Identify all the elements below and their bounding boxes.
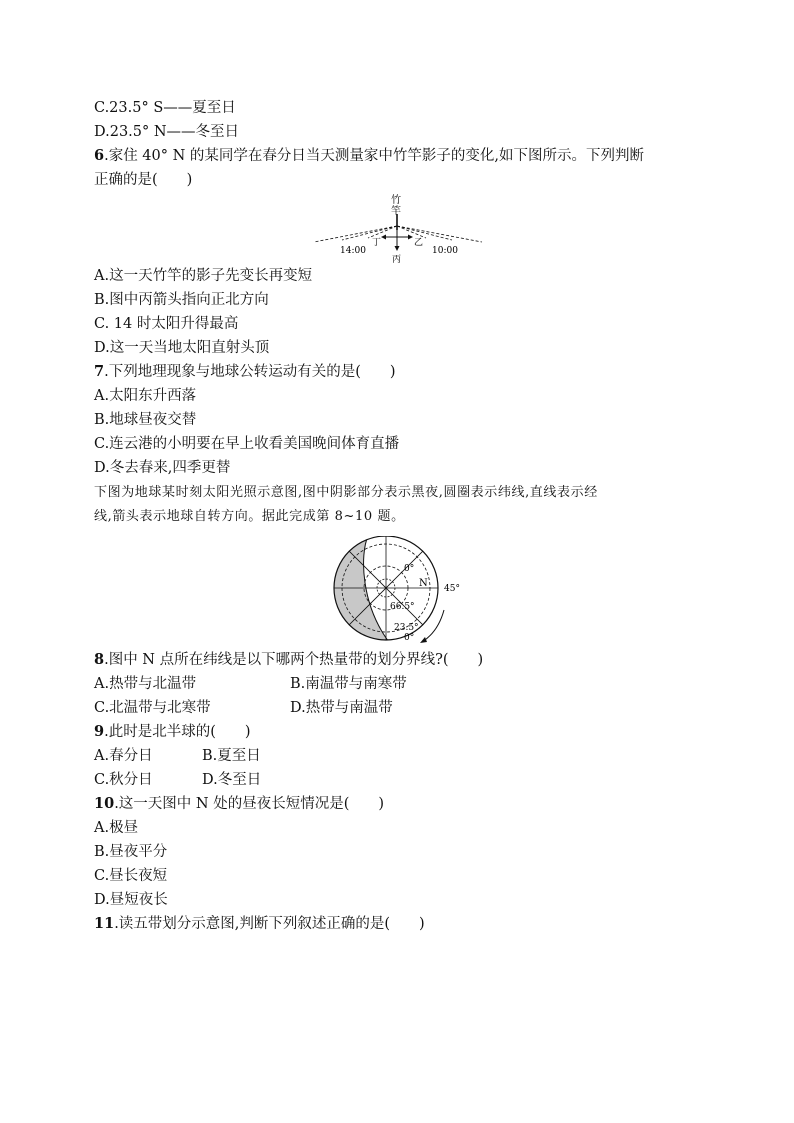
question-text: .此时是北半球的( ) [104, 724, 251, 740]
shadow-line [397, 226, 482, 242]
question-8-stem [94, 650, 483, 670]
rotation-arrow-head [420, 637, 427, 643]
time-label-10: 10:00 [432, 246, 458, 256]
option-q5-d: D.23.5° N——冬至日 [94, 124, 240, 140]
option-q8-d: D.热带与南温带 [290, 700, 393, 716]
label-yi: 乙 [414, 238, 424, 248]
question-text: .下列地理现象与地球公转运动有关的是( ) [104, 364, 396, 380]
label-lon-45: 45° [444, 584, 460, 594]
question-text: .图中 N 点所在纬线是以下哪两个热量带的划分界线?( ) [104, 652, 484, 668]
option-q9-c: C.秋分日 [94, 772, 153, 788]
option-q7-a: A.太阳东升西落 [94, 388, 197, 404]
arrow-bing-head [395, 246, 400, 251]
option-q5-c: C.23.5° S——夏至日 [94, 100, 236, 116]
arrow-yi-head [408, 235, 413, 240]
pole-label-1: 竹 [391, 195, 401, 206]
options-q9-row1 [94, 746, 261, 766]
option-q10-d: D.昼短夜长 [94, 892, 168, 908]
option-q7-c: C.连云港的小明要在早上收看美国晚间体育直播 [94, 436, 400, 452]
bamboo-shadow-figure [310, 192, 490, 268]
option-q7-d: D.冬去春来,四季更替 [94, 460, 231, 476]
question-number: 9 [94, 723, 105, 740]
question-number: 10 [94, 795, 115, 812]
option-q7-b: B.地球昼夜交替 [94, 412, 197, 428]
question-7-stem [94, 362, 396, 382]
option-q8-c: C.北温带与北寒带 [94, 700, 211, 716]
shadow-line [342, 226, 397, 240]
label-bing: 丙 [392, 255, 402, 265]
intro-text-1: 下图为地球某时刻太阳光照示意图,图中阴影部分表示黑夜,圆圈表示纬线,直线表示经 [94, 485, 598, 500]
intro-text-2: 线,箭头表示地球自转方向。据此完成第 8~10 题。 [94, 509, 405, 524]
arrow-ding-head [381, 235, 386, 240]
option-q6-d: D.这一天当地太阳直射头顶 [94, 340, 270, 356]
options-q8-row2 [94, 698, 393, 718]
option-q10-c: C.昼长夜短 [94, 868, 168, 884]
question-number: 6 [94, 147, 105, 164]
shadow-line [314, 226, 397, 242]
label-lat-0-bottom: 0° [404, 633, 415, 643]
pole-label-2: 竿 [391, 206, 401, 217]
label-lat-23-5: 23.5° [394, 623, 419, 633]
rotation-arrow [422, 610, 444, 642]
question-number: 8 [94, 651, 105, 668]
question-11-stem [94, 914, 425, 934]
time-label-14: 14:00 [340, 246, 366, 256]
option-q9-d: D.冬至日 [202, 772, 262, 788]
question-text: .家住 40° N 的某同学在春分日当天测量家中竹竿影子的变化,如下图所示。下列判断 [104, 148, 645, 164]
question-number: 11 [94, 915, 115, 932]
question-number: 7 [94, 363, 105, 380]
options-q9-row2 [94, 770, 262, 790]
option-q6-a: A.这一天竹竿的影子先变长再变短 [94, 268, 313, 284]
shadow-line [397, 226, 452, 240]
option-q8-a: A.热带与北温带 [94, 676, 197, 692]
earth-illumination-figure [330, 536, 470, 646]
question-6-stem-cont: 正确的是( ) [94, 172, 193, 188]
options-q8-row1 [94, 674, 407, 694]
label-lat-0-top: 0° [404, 564, 415, 574]
question-text: .这一天图中 N 处的昼夜长短情况是( ) [114, 796, 385, 812]
option-q10-a: A.极昼 [94, 820, 139, 836]
option-q9-b: B.夏至日 [202, 748, 261, 764]
option-q6-b: B.图中丙箭头指向正北方向 [94, 292, 269, 308]
question-9-stem [94, 722, 251, 742]
question-6-stem [94, 146, 644, 166]
option-q8-b: B.南温带与南寒带 [290, 676, 407, 692]
option-q10-b: B.昼夜平分 [94, 844, 168, 860]
label-n: N [419, 578, 428, 589]
question-10-stem [94, 794, 384, 814]
option-q9-a: A.春分日 [94, 748, 153, 764]
label-lat-66-5: 66.5° [390, 602, 415, 612]
question-text: .读五带划分示意图,判断下列叙述正确的是( ) [114, 916, 425, 932]
option-q6-c: C. 14 时太阳升得最高 [94, 316, 239, 332]
label-ding: 丁 [372, 238, 382, 248]
